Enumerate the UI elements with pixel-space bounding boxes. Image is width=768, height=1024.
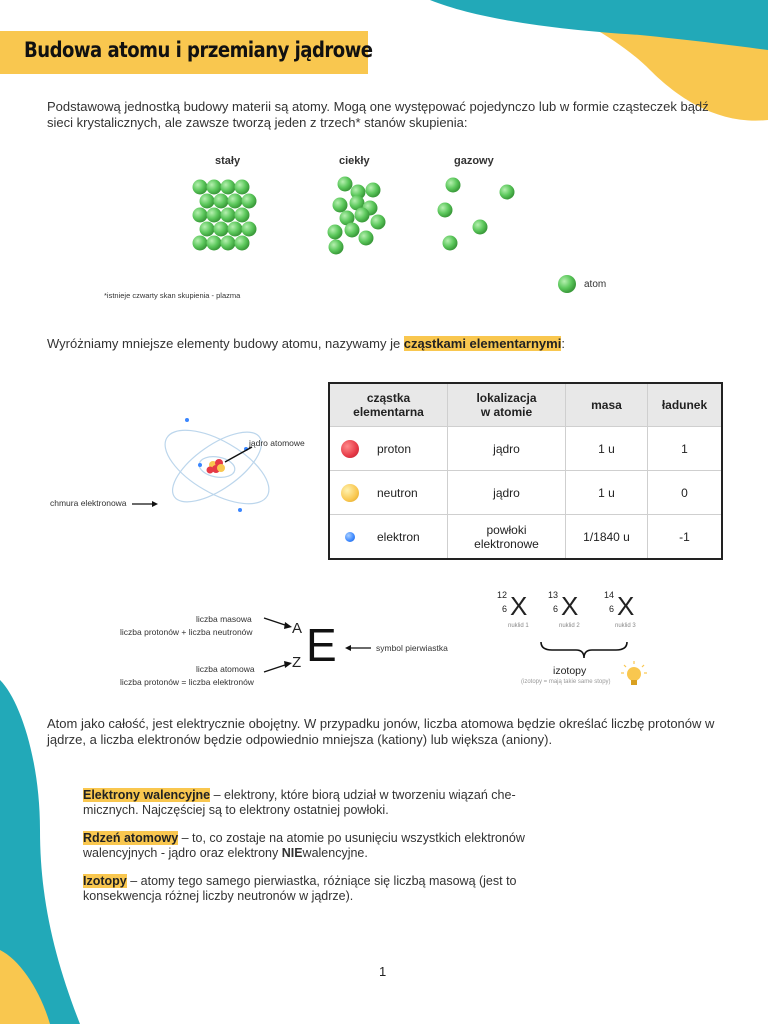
particle-mass: 1 u [566, 427, 648, 471]
mass-number-symbol: A [292, 620, 303, 637]
mass-number-label: liczba masowa [196, 614, 252, 624]
atom-ball [242, 222, 257, 237]
isotopes-label: izotopy [553, 665, 587, 677]
isotope-mass: 14 [604, 590, 615, 600]
atom-ball [359, 231, 374, 246]
solid-atoms [193, 180, 257, 251]
atom-ball [228, 222, 243, 237]
core-line2-b: walencyjne. [302, 846, 368, 860]
atom-ball [200, 222, 215, 237]
isotope-z: 6 [609, 604, 615, 614]
atom-ball [438, 203, 453, 218]
cloud-arrow [130, 498, 160, 510]
core-line1: – to, co zostaje na atomie po usunięciu wszystkich elektronów [178, 831, 525, 845]
isotope-label: nuklid 3 [615, 623, 636, 629]
element-symbol: E [306, 619, 337, 671]
particle-cell [329, 427, 448, 471]
plasma-footnote: *istnieje czwarty skan skupienia - plazma [104, 291, 241, 300]
page-title: Budowa atomu i przemiany jądrowe [24, 38, 373, 62]
isotopes-note: (izotopy = mają takie same stopy) [521, 679, 611, 685]
isotope-z: 6 [553, 604, 559, 614]
isotope-1 [497, 590, 547, 635]
particle-location: jądro [448, 471, 566, 515]
table-header: lokalizacja w atomie [448, 383, 566, 427]
definition-valence [83, 788, 516, 818]
table-row [329, 471, 722, 515]
atom-ball [328, 225, 343, 240]
atomic-number-desc: liczba protonów = liczba elektronów [120, 677, 254, 687]
atom-ball [214, 222, 229, 237]
isotope-term: Izotopy [83, 874, 127, 888]
isotope-mass: 13 [548, 590, 559, 600]
atom-ball [500, 185, 515, 200]
isotope-mass: 12 [497, 590, 508, 600]
electron-dot [238, 508, 242, 512]
core-term: Rdzeń atomowy [83, 831, 179, 845]
atom-ball [228, 194, 243, 209]
table-header-row [329, 383, 722, 427]
particles-table [328, 382, 723, 560]
atom-ball [371, 215, 386, 230]
state-gas-label: gazowy [454, 155, 494, 167]
neutral-paragraph: Atom jako całość, jest elektrycznie obojętny. W przypadku jonów, liczba atomowa będzie określać liczbę protonów w jądrze, a liczba elektronów będzie odpowiednio mniejsza (kationy) lub większa (aniony). [47, 716, 715, 747]
isotope-3 [604, 590, 654, 635]
lightbulb-icon [620, 660, 648, 690]
atom-ball [446, 178, 461, 193]
electron-cloud-label: chmura elektronowa [50, 498, 127, 508]
gas-atoms [438, 178, 515, 251]
definition-core [83, 831, 525, 861]
atom-legend-icon [557, 274, 579, 294]
particle-location: powłoki elektronowe [448, 515, 566, 560]
particle-cell [329, 471, 448, 515]
definition-isotopes [83, 874, 517, 904]
elementary-highlight: cząstkami elementarnymi [403, 336, 562, 351]
particle-charge: -1 [648, 515, 723, 560]
atom-ball [338, 177, 353, 192]
atom-ball [193, 208, 208, 223]
atom-ball [235, 180, 250, 195]
atom-ball [473, 220, 488, 235]
valence-term: Elektrony walencyjne [83, 788, 211, 802]
top-right-teal-blob [430, 0, 768, 50]
table-row [329, 515, 722, 560]
table-header: cząstka elementarna [329, 383, 448, 427]
particle-name: neutron [377, 485, 418, 500]
particle-name: elektron [377, 529, 420, 544]
atom-ball [366, 183, 381, 198]
table-header: ładunek [648, 383, 723, 427]
isotope-symbol: X [561, 591, 579, 621]
isotope-2 [548, 590, 598, 635]
atom-diagram [160, 405, 310, 540]
core-line2-bold: NIE [281, 846, 303, 860]
nucleus [207, 459, 226, 474]
symbol-arrow [343, 642, 373, 654]
elementary-text-after: : [561, 336, 565, 351]
electron-dot [198, 463, 202, 467]
particle-charge: 1 [648, 427, 723, 471]
atomic-number-label: liczba atomowa [196, 664, 255, 674]
atom-ball [333, 198, 348, 213]
isotope-symbol: X [510, 591, 528, 621]
atom-ball [207, 208, 222, 223]
neutron-icon [341, 484, 359, 502]
isotope-line2: konsekwencja różnej liczby neutronów w jądrze). [83, 889, 354, 903]
atom-ball [193, 236, 208, 251]
atom-ball [235, 236, 250, 251]
particle-mass: 1/1840 u [566, 515, 648, 560]
table-row [329, 427, 722, 471]
isotope-brace-icon [538, 640, 630, 662]
isotope-label: nuklid 2 [559, 623, 580, 629]
intro-paragraph: Podstawową jednostką budowy materii są atomy. Mogą one występować pojedynczo lub w formie cząsteczek bądź sieci krystalicznych, ale zawsze tworzą jeden z trzech* stanów skupienia: [47, 99, 709, 130]
atom-ball [355, 208, 370, 223]
mass-number-desc: liczba protonów + liczba neutronów [120, 627, 253, 637]
atom-ball [443, 236, 458, 251]
atom-ball [221, 180, 236, 195]
states-of-matter-diagram [180, 170, 540, 260]
particle-mass: 1 u [566, 471, 648, 515]
liquid-atoms [328, 177, 386, 255]
table-header: masa [566, 383, 648, 427]
isotope-symbol: X [617, 591, 635, 621]
valence-line2: micznych. Najczęściej są to elektrony ostatniej powłoki. [83, 803, 389, 817]
particle-location: jądro [448, 427, 566, 471]
atom-ball [242, 194, 257, 209]
atom-ball [207, 236, 222, 251]
state-liquid-label: ciekły [339, 155, 370, 167]
atom-ball [200, 194, 215, 209]
atom-ball [214, 194, 229, 209]
particle-charge: 0 [648, 471, 723, 515]
atomic-number-symbol: Z [292, 654, 302, 671]
atom-ball [221, 208, 236, 223]
atom-ball [235, 208, 250, 223]
isotope-label: nuklid 1 [508, 623, 529, 629]
elementary-particles-intro [47, 336, 565, 352]
atom-legend-label: atom [584, 279, 607, 290]
proton-icon [341, 440, 359, 458]
isotope-z: 6 [502, 604, 508, 614]
valence-line1: – elektrony, które biorą udział w tworzeniu wiązań che- [210, 788, 516, 802]
atom-ball [329, 240, 344, 255]
atom-ball [345, 223, 360, 238]
symbol-label: symbol pierwiastka [376, 643, 448, 653]
particle-name: proton [377, 441, 412, 456]
electron-icon [345, 532, 355, 542]
core-line2-a: walencyjnych - jądro oraz elektrony [83, 846, 282, 860]
page-number: 1 [379, 964, 387, 979]
atom-ball [207, 180, 222, 195]
state-solid-label: stały [215, 155, 241, 167]
isotope-line1: – atomy tego samego pierwiastka, różniące się liczbą masową (jest to [126, 874, 517, 888]
atom-ball [221, 236, 236, 251]
elementary-text-before: Wyróżniamy mniejsze elementy budowy atomu, nazywamy je [47, 336, 404, 351]
electron-dot [185, 418, 189, 422]
nucleus-label: jądro atomowe [249, 438, 305, 448]
atom-ball [193, 180, 208, 195]
particle-cell [329, 515, 448, 560]
